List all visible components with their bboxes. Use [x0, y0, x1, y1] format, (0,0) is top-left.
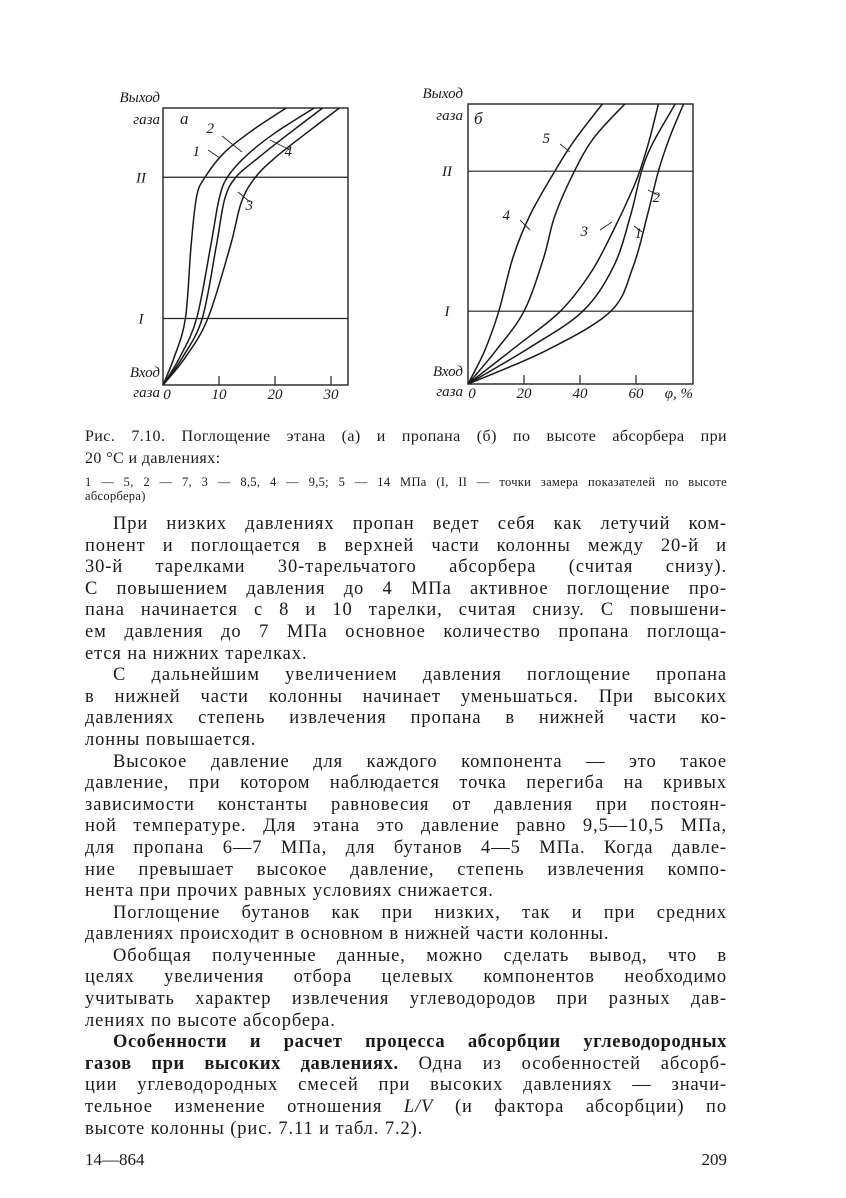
- figure-7-10: [0, 0, 846, 420]
- text-line: нента при прочих равных условиях снижается.: [85, 881, 494, 902]
- panel-label: а: [180, 109, 189, 128]
- figure-caption-legend: 1 — 5, 2 — 7, 3 — 8,5, 4 — 9,5; 5 — 14 МПа (I, II — точки замера показателей по высоте: [85, 475, 727, 489]
- gas-inlet-label: Вход: [129, 365, 160, 381]
- text-line: давление, при котором наблюдается точка перегиба на кривых: [85, 773, 727, 794]
- curve-label: 2: [206, 121, 214, 137]
- text-line: целях увеличения отбора целевых компонентов необходимо: [85, 967, 727, 988]
- italic-symbol: L/V: [403, 1097, 434, 1118]
- text-line: ние превышает высокое давление, степень извлечения компо-: [85, 859, 727, 880]
- text-line: [85, 1054, 727, 1076]
- text-line: ной температуре. Для этана это давление равно 9,5—10,5 МПа,: [85, 816, 727, 837]
- text-line: давлениях степень извлечения пропана в нижней части ко-: [85, 708, 727, 729]
- text-line: Обобщая полученные данные, можно сделать вывод, что в: [113, 945, 727, 966]
- x-tick-label: 0: [163, 387, 171, 403]
- text-line: высоте колонны (рис. 7.11 и табл. 7.2).: [85, 1118, 424, 1139]
- body-text: [85, 514, 727, 1140]
- text-line: ется на нижних тарелках.: [85, 643, 308, 664]
- x-tick-label: 60: [628, 386, 644, 402]
- text-line: давлениях происходит в основном в нижней части колонны.: [85, 924, 610, 945]
- text-line: в нижней части колонны начинает уменьшаться. При высоких: [85, 686, 727, 707]
- measurement-level-label: II: [442, 164, 452, 181]
- text-line: [85, 1032, 727, 1054]
- curve-5: [468, 104, 602, 384]
- text-line: лонны повышается.: [85, 729, 257, 750]
- x-tick-label: 30: [323, 387, 339, 403]
- gas-outlet-label: газа: [436, 108, 463, 124]
- text-line: ем давления до 7 МПа основное количество пропана поглоща-: [85, 621, 727, 642]
- measurement-level-label: I: [444, 304, 450, 321]
- curve-leader-line: [520, 220, 530, 230]
- text-line: для пропана 6—7 МПа, для бутанов 4—5 МПа. Когда давле-: [85, 837, 727, 858]
- curve-leader-line: [600, 222, 612, 230]
- x-tick-label: 20: [516, 386, 532, 402]
- bold-heading-text: газов при высоких давлениях.: [85, 1053, 399, 1074]
- curve-3: [163, 108, 339, 385]
- curve-label: 1: [192, 144, 200, 160]
- gas-inlet-label: газа: [436, 384, 463, 400]
- measurement-level-label: I: [138, 311, 144, 328]
- text-line: [85, 1097, 727, 1119]
- curve-label: 4: [284, 144, 292, 160]
- figure-caption-conditions: 20 °С и давлениях:: [85, 450, 221, 467]
- text-line: ции углеводородных смесей при высоких давлениях — значи-: [85, 1075, 727, 1096]
- figure-caption-title: Рис. 7.10. Поглощение этана (а) и пропана (б) по высоте абсорбера при: [85, 428, 727, 445]
- text-line: учитывать характер извлечения углеводородов при разных дав-: [85, 989, 727, 1010]
- gas-outlet-label: Выход: [119, 90, 160, 106]
- text-line: лениях по высоте абсорбера.: [85, 1010, 336, 1031]
- gas-inlet-label: Вход: [432, 364, 463, 380]
- x-axis-label: φ, %: [664, 386, 693, 402]
- measurement-level-label: II: [136, 170, 146, 187]
- bold-heading-text: Особенности и расчет процесса абсорбции углеводородных: [113, 1032, 727, 1053]
- panel-label: б: [474, 109, 483, 128]
- text-line: Высокое давление для каждого компонента — это такое: [113, 751, 727, 772]
- text-segment: тельное изменение отношения: [85, 1097, 404, 1118]
- curve-label: 2: [652, 190, 660, 206]
- gas-inlet-label: газа: [133, 385, 160, 401]
- text-line: При низких давлениях пропан ведет себя как летучий ком-: [113, 514, 727, 534]
- x-tick-label: 0: [468, 386, 476, 402]
- text-line: 30-й тарелками 30-тарельчатого абсорбера (считая снизу).: [85, 557, 727, 578]
- x-tick-label: 20: [267, 387, 283, 403]
- text-line: С повышением давления до 4 МПа активное поглощение про-: [85, 578, 727, 599]
- text-segment: Одна из особенностей абсорб-: [398, 1053, 727, 1074]
- curve-label: 5: [542, 131, 550, 147]
- signature-mark: 14—864: [85, 1150, 145, 1169]
- text-line: зависимости константы равновесия от давления при постоян-: [85, 794, 727, 815]
- curve-label: 3: [580, 224, 588, 240]
- text-line: С дальнейшим увеличением давления поглощение пропана: [113, 665, 727, 686]
- text-line: понент и поглощается в верхней части колонны между 20-й и: [85, 535, 727, 556]
- curve-label: 1: [634, 226, 642, 242]
- curve-leader-line: [222, 136, 242, 152]
- curve-2: [468, 104, 675, 384]
- text-line: пана начинается с 8 и 10 тарелки, считая снизу. С повышени-: [85, 600, 727, 621]
- curve-leader-line: [208, 150, 220, 158]
- curve-label: 4: [502, 208, 510, 224]
- gas-outlet-label: Выход: [422, 86, 463, 102]
- x-tick-label: 40: [572, 386, 588, 402]
- curve-label: 3: [245, 198, 253, 214]
- page-number: 209: [701, 1150, 727, 1169]
- figure-caption-legend-end: абсорбера): [85, 489, 146, 503]
- gas-outlet-label: газа: [133, 112, 160, 128]
- text-line: Поглощение бутанов как при низких, так и при средних: [113, 902, 727, 923]
- x-tick-label: 10: [211, 387, 227, 403]
- text-segment: (и фактора абсорбции) по: [433, 1097, 727, 1118]
